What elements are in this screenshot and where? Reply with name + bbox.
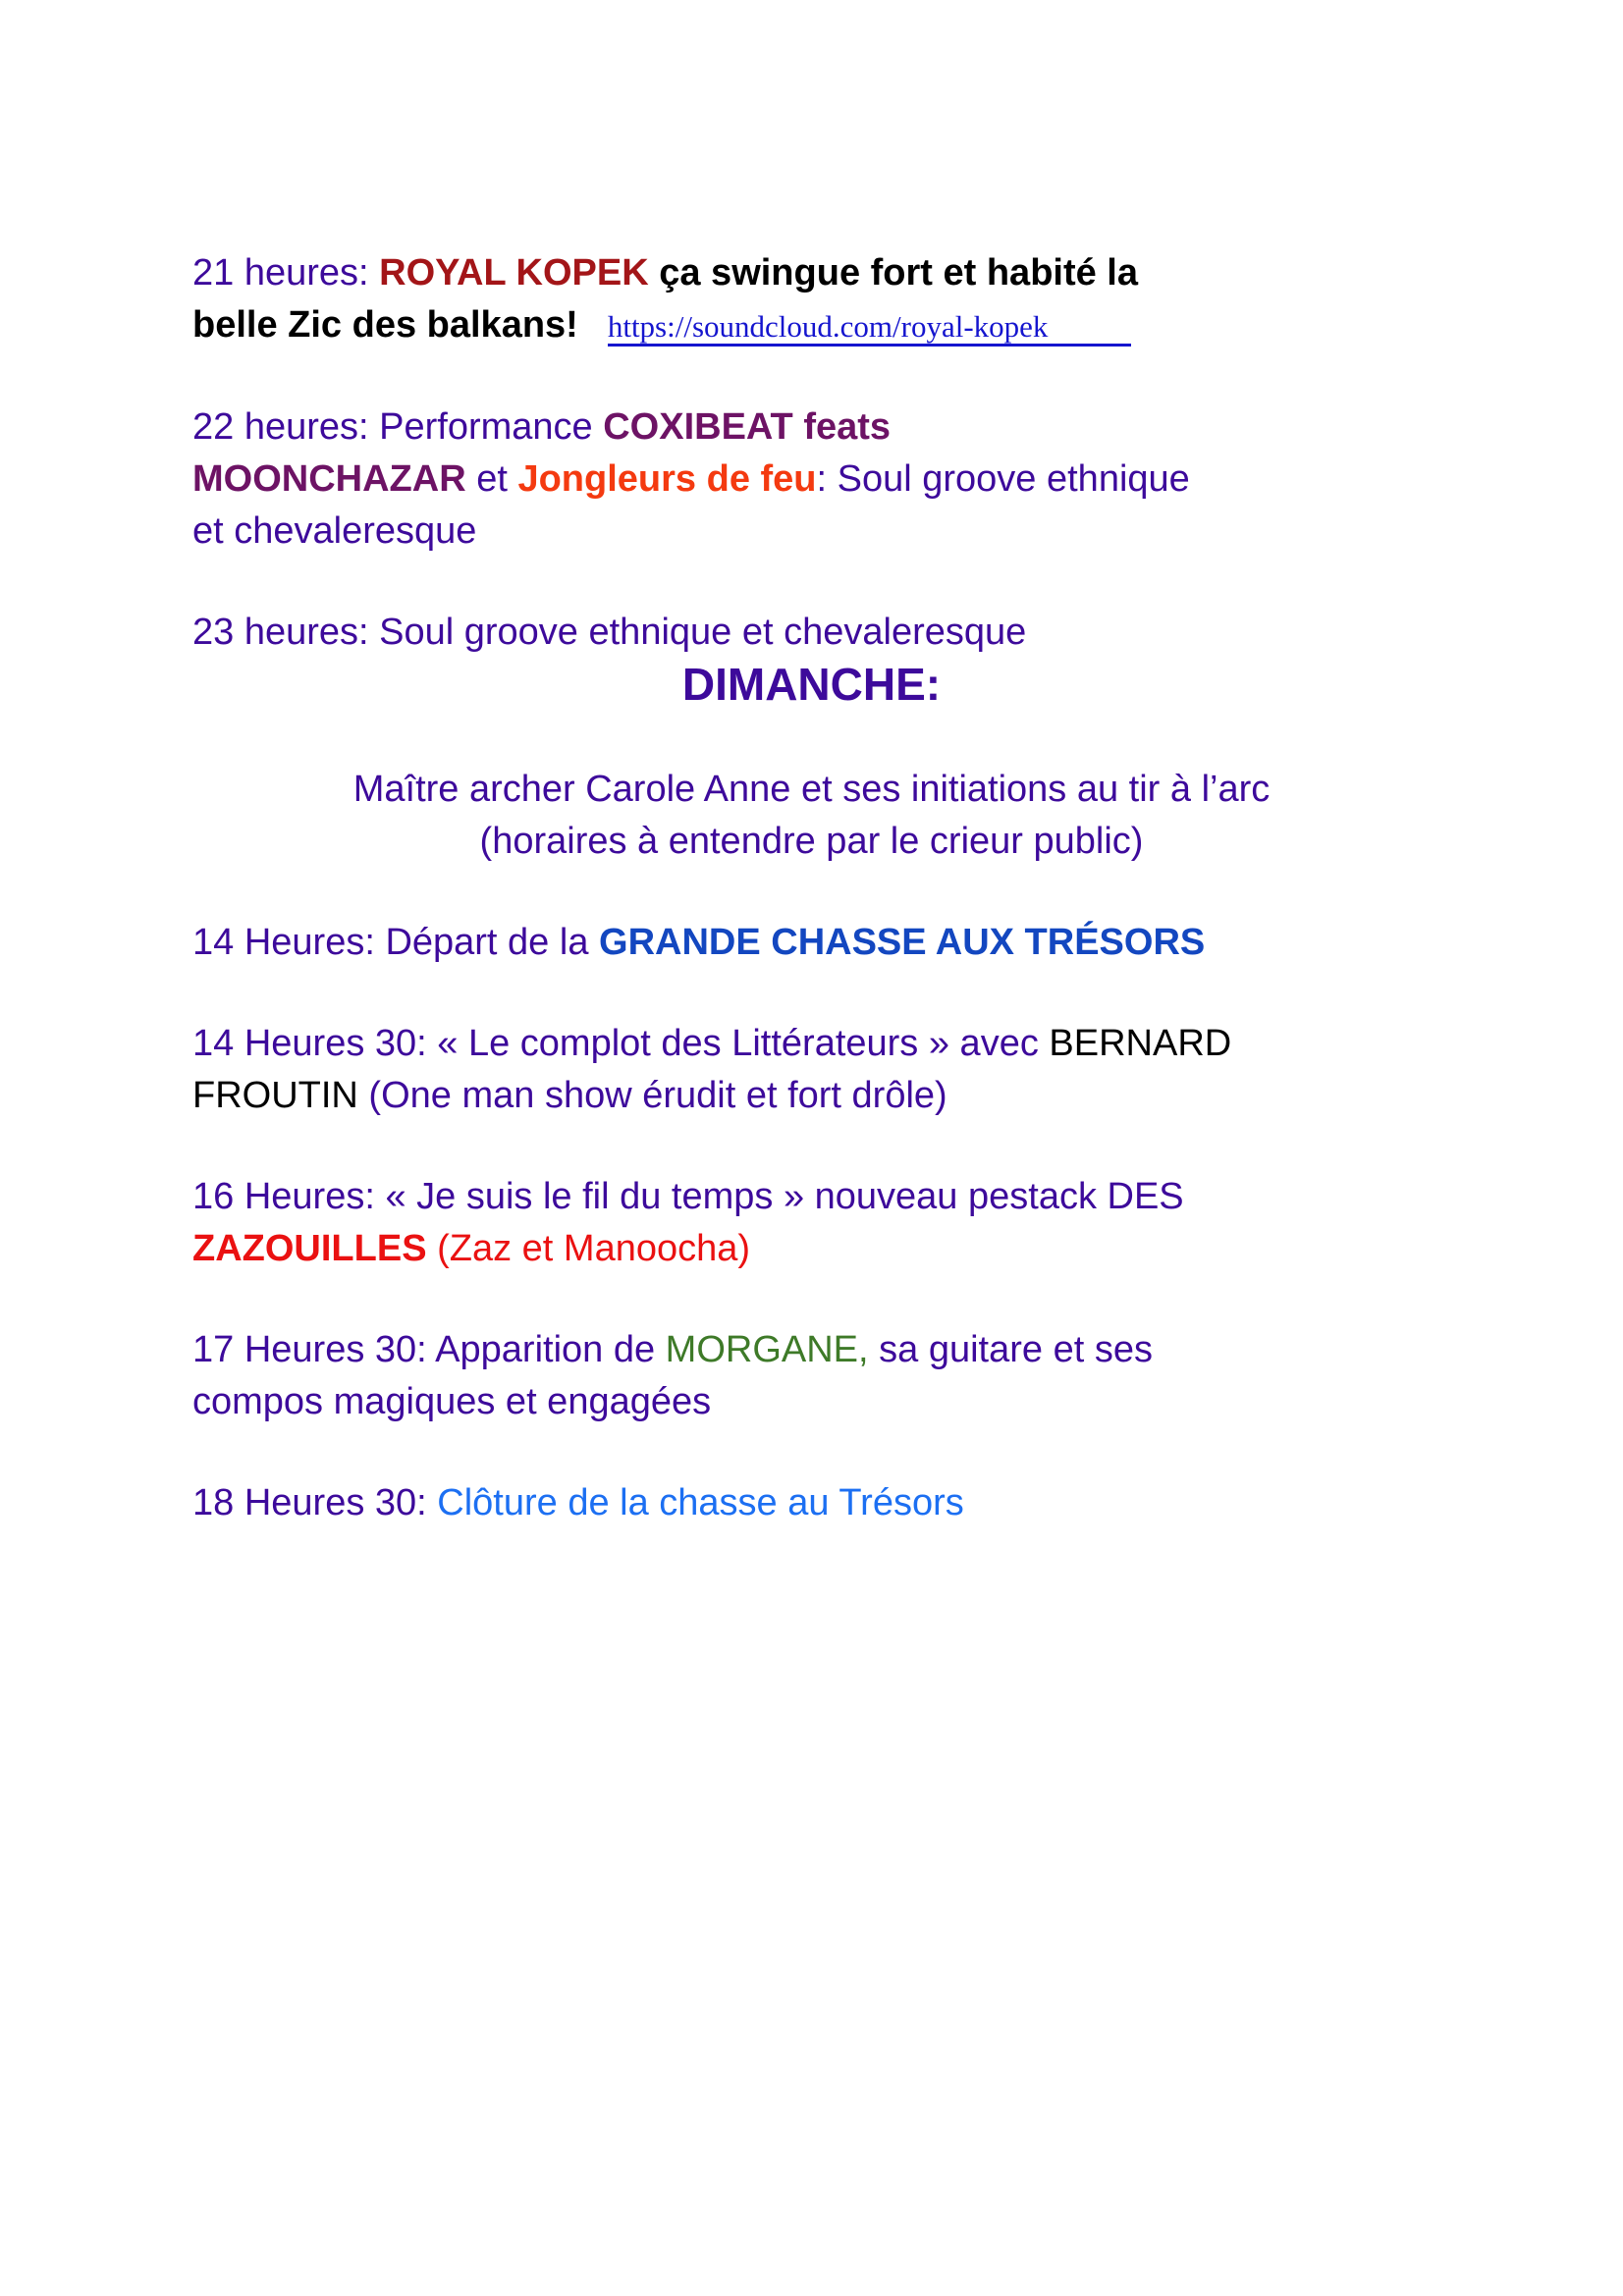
time-label: 16 Heures: « Je suis le fil du temps » nouveau pestack DES	[192, 1176, 1184, 1217]
event-description: (horaires à entendre par le crieur public)	[479, 821, 1144, 862]
day-heading-dimanche: DIMANCHE:	[681, 659, 942, 710]
event-description: : Soul groove ethnique	[816, 458, 1190, 500]
artist-name-bernard: BERNARD	[1049, 1023, 1232, 1064]
soundcloud-link[interactable]: https://soundcloud.com/royal-kopek	[608, 309, 1132, 347]
time-label: 21 heures:	[192, 252, 380, 294]
artist-name-moonchazar: MOONCHAZAR	[192, 458, 466, 500]
time-label: 17 Heures 30: Apparition de	[192, 1329, 666, 1370]
schedule-entry-23h	[192, 607, 1431, 715]
artist-name-morgane: MORGANE,	[665, 1329, 869, 1370]
artist-name-zazouilles: ZAZOUILLES	[192, 1228, 427, 1269]
schedule-line	[192, 1477, 1431, 1529]
schedule-line	[192, 1324, 1431, 1376]
schedule-line	[192, 764, 1431, 816]
schedule-entry-14h30	[192, 1018, 1431, 1122]
schedule-line	[192, 1018, 1431, 1070]
schedule-line	[192, 607, 1431, 659]
artist-name-royal-kopek: ROYAL KOPEK	[379, 252, 649, 294]
artist-name-jongleurs: Jongleurs de feu	[517, 458, 817, 500]
schedule-entry-16h	[192, 1171, 1431, 1275]
schedule-line	[192, 659, 1431, 715]
event-description: sa guitare et ses	[868, 1329, 1153, 1370]
schedule-entry-21h	[192, 247, 1431, 352]
event-description: (Zaz et Manoocha)	[426, 1228, 751, 1269]
schedule-line	[192, 917, 1431, 969]
artist-name-froutin: FROUTIN	[192, 1075, 358, 1116]
schedule-line	[192, 816, 1431, 868]
event-description: belle Zic des balkans!	[192, 304, 578, 346]
schedule-line	[192, 454, 1431, 506]
time-label: 14 Heures: Départ de la	[192, 922, 600, 963]
event-description: compos magiques et engagées	[192, 1381, 712, 1422]
event-description: Maître archer Carole Anne et ses initiations au tir à l’arc	[352, 769, 1271, 810]
event-name-cloture: Clôture de la chasse au Trésors	[437, 1482, 964, 1523]
event-description: (One man show érudit et fort drôle)	[357, 1075, 947, 1116]
schedule-line	[192, 1376, 1431, 1428]
event-description: ça swingue fort et habité la	[648, 252, 1138, 294]
schedule-line	[192, 1070, 1431, 1122]
schedule-entry-17h30	[192, 1324, 1431, 1428]
schedule-line	[192, 1223, 1431, 1275]
event-description: et chevaleresque	[192, 510, 477, 552]
schedule-entry-14h	[192, 917, 1431, 969]
schedule-line	[192, 299, 1431, 352]
time-label: 22 heures: Performance	[192, 406, 604, 448]
schedule-line	[192, 247, 1431, 299]
time-label: 18 Heures 30:	[192, 1482, 438, 1523]
event-name-chasse-tresors: GRANDE CHASSE AUX TRÉSORS	[599, 922, 1206, 963]
time-label: 14 Heures 30: « Le complot des Littérateurs » avec	[192, 1023, 1050, 1064]
schedule-entry-archer	[192, 764, 1431, 868]
schedule-line	[192, 1171, 1431, 1223]
schedule-entry-18h30	[192, 1477, 1431, 1529]
schedule-line	[192, 401, 1431, 454]
connector-text: et	[465, 458, 518, 500]
time-label: 23 heures: Soul groove ethnique et chevaleresque	[192, 612, 1027, 653]
schedule-entry-22h	[192, 401, 1431, 558]
schedule-line	[192, 506, 1431, 558]
artist-name-coxibeat: COXIBEAT feats	[603, 406, 892, 448]
